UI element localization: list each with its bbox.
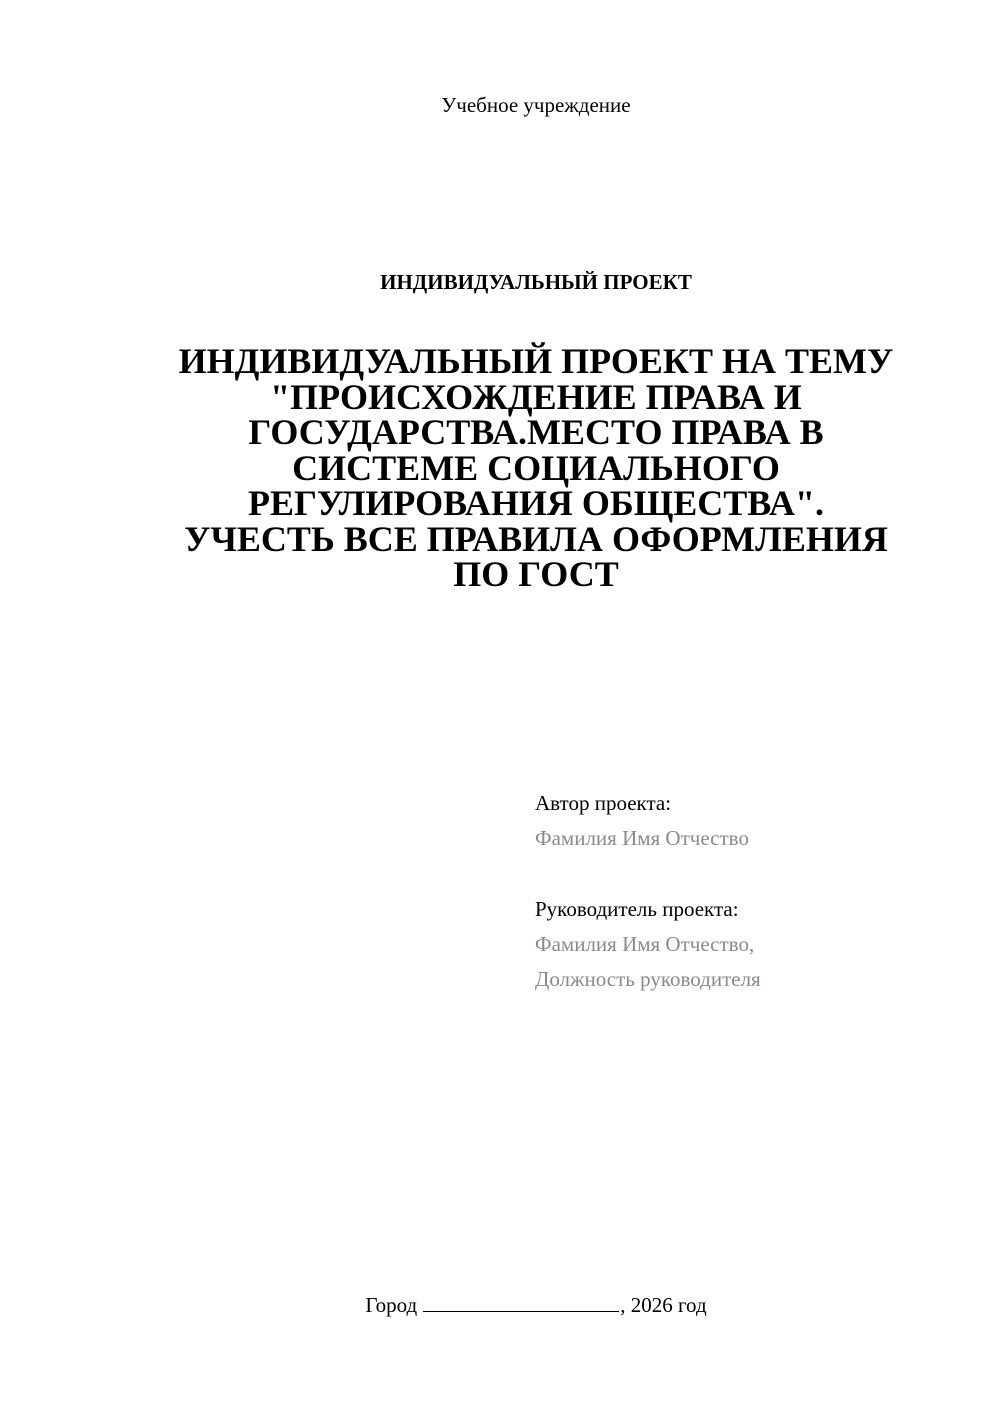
project-title-line: УЧЕСТЬ ВСЕ ПРАВИЛА ОФОРМЛЕНИЯ xyxy=(184,518,888,559)
supervisor-label: Руководитель проекта: xyxy=(535,897,739,921)
supervisor-name-placeholder: Фамилия Имя Отчество, xyxy=(535,932,755,956)
city-label: Город xyxy=(365,1293,418,1317)
institution-name: Учебное учреждение xyxy=(441,93,631,117)
author-label: Автор проекта: xyxy=(535,791,672,815)
project-title xyxy=(140,341,932,594)
project-title-line: РЕГУЛИРОВАНИЯ ОБЩЕСТВА". xyxy=(247,483,825,523)
project-title-line: СИСТЕМЕ СОЦИАЛЬНОГО xyxy=(292,447,780,488)
city-year-line xyxy=(0,1290,1000,1320)
project-title-line: "ПРОИСХОЖДЕНИЕ ПРАВА И xyxy=(270,376,802,417)
project-title-line: ИНДИВИДУАЛЬНЫЙ ПРОЕКТ НА ТЕМУ xyxy=(178,341,894,381)
city-blank-line xyxy=(423,1291,619,1312)
year-text: , 2026 год xyxy=(620,1293,707,1317)
author-name-placeholder: Фамилия Имя Отчество xyxy=(535,826,749,850)
project-title-line: ПО ГОСТ xyxy=(453,554,619,594)
supervisor-block xyxy=(535,892,761,997)
supervisor-position-placeholder: Должность руководителя xyxy=(535,967,761,991)
project-title-line: ГОСУДАРСТВА.МЕСТО ПРАВА В xyxy=(248,412,824,452)
author-block xyxy=(535,786,749,856)
document-type: ИНДИВИДУАЛЬНЫЙ ПРОЕКТ xyxy=(380,270,692,294)
